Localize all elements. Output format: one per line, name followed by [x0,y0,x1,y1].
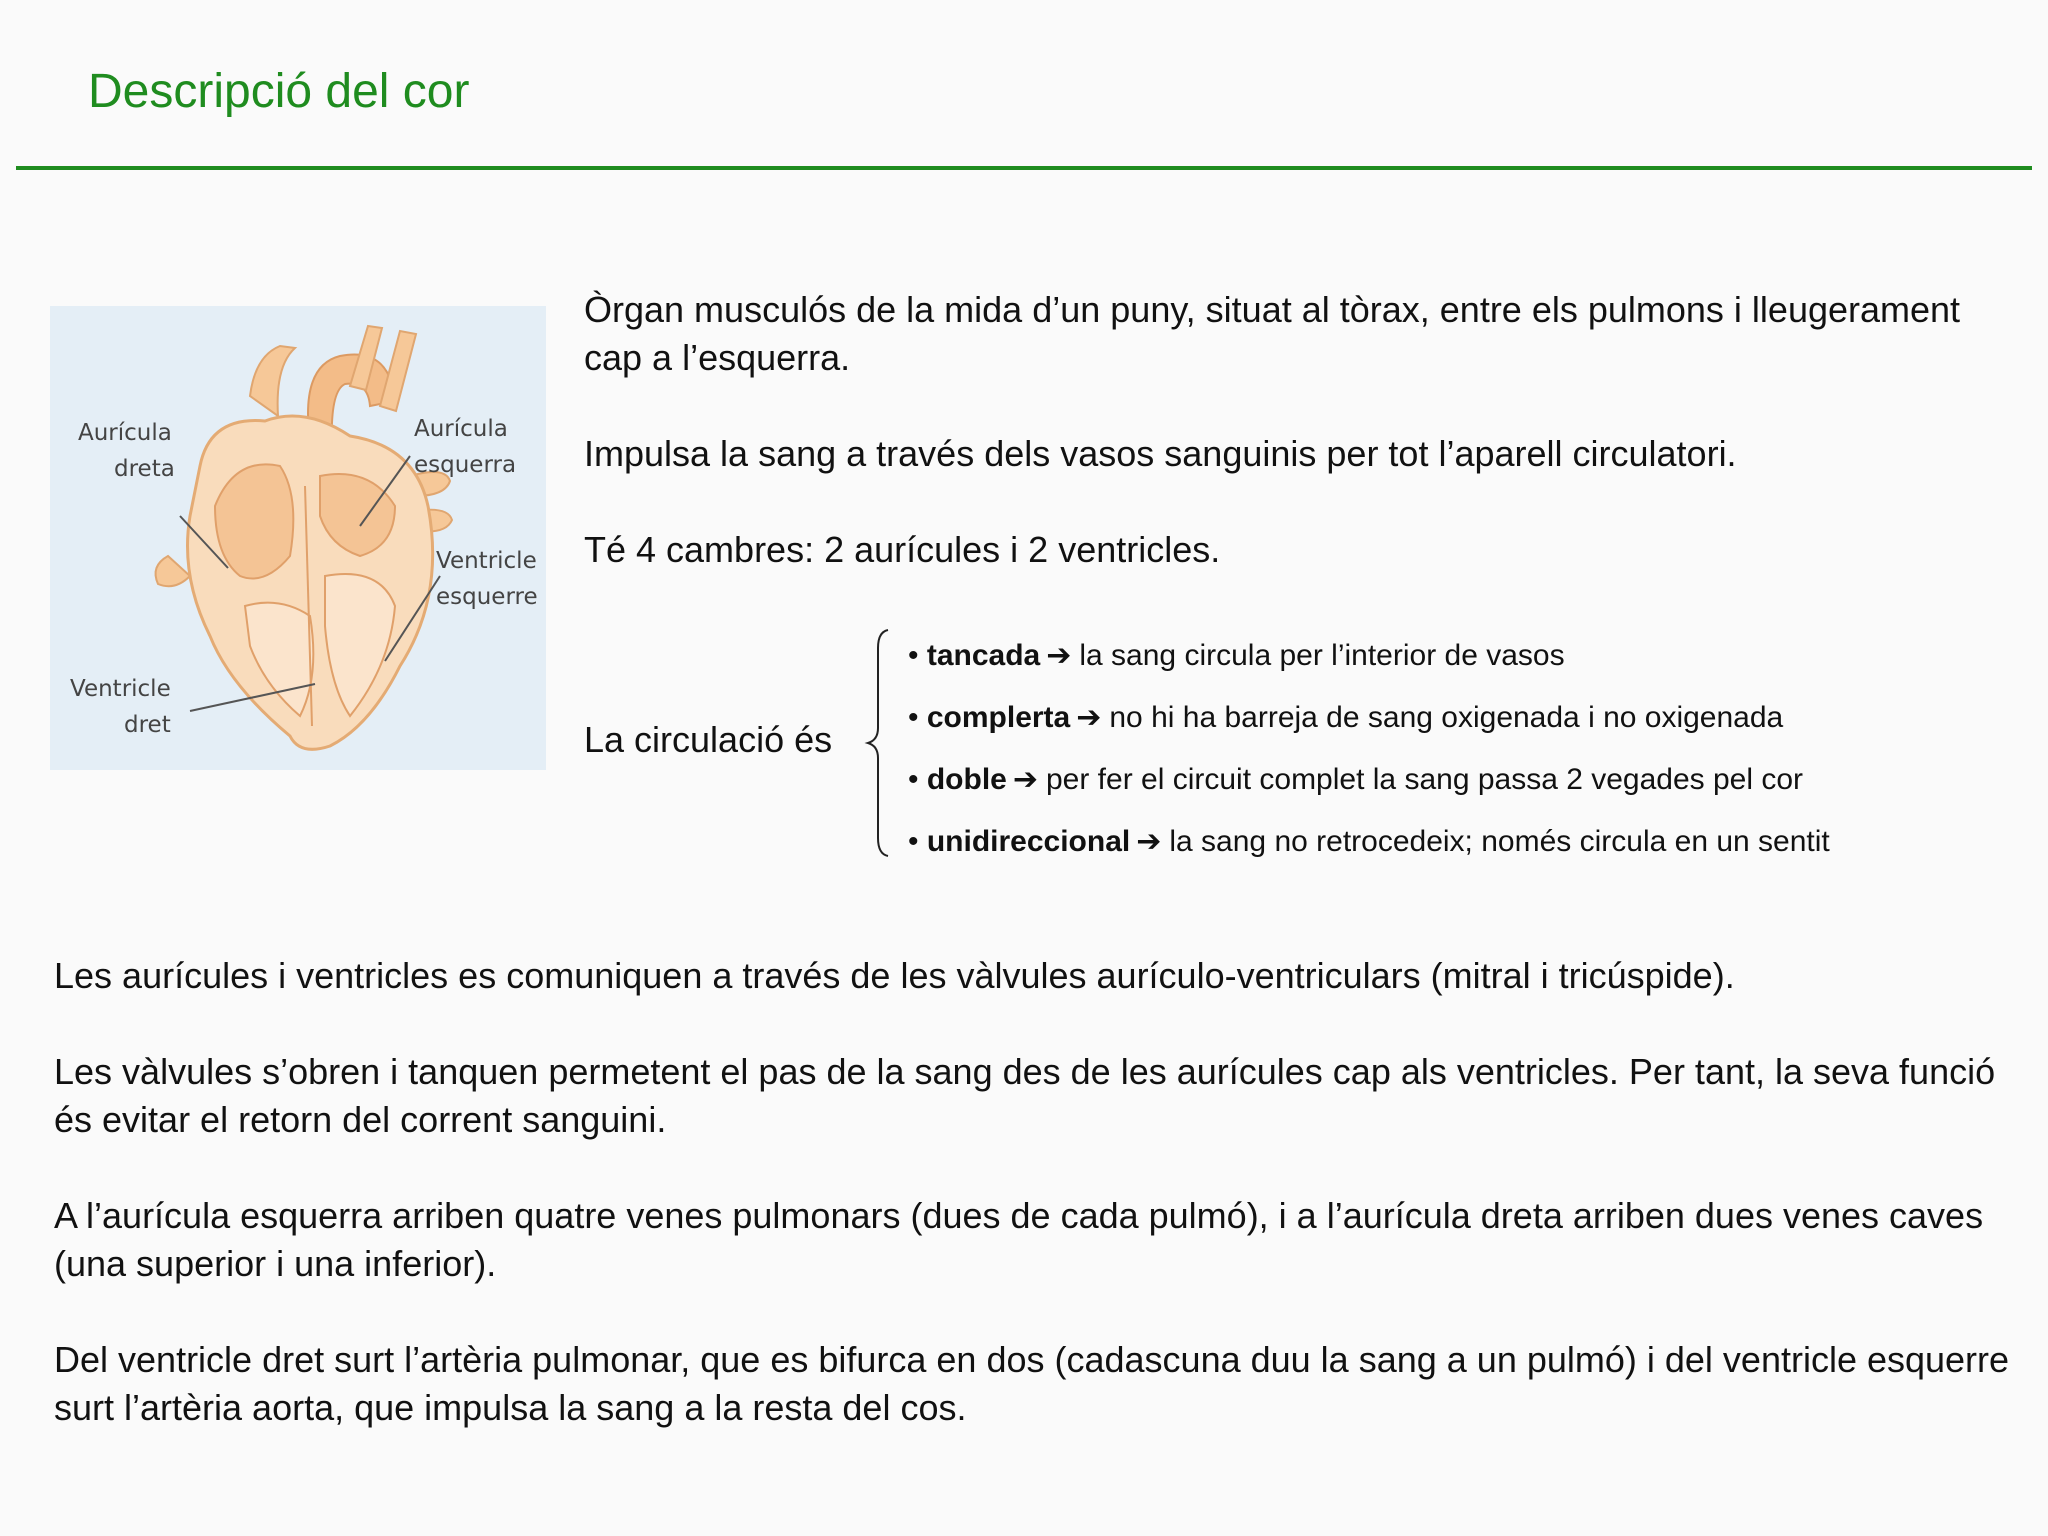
list-item-term: doble [926,763,1007,796]
intro-paragraph-1: Òrgan musculós de la mida d’un puny, situat al tòrax, entre els pulmons i lleugerament cap a l’esquerra. [584,289,1961,378]
label-auricula-esquerra-2: esquerra [414,452,517,478]
label-auricula-esquerra-1: Aurícula [414,416,508,442]
body-paragraph-3: A l’aurícula esquerra arriben quatre venes pulmonars (dues de cada pulmó), i a l’aurícula dreta arriben dues venes caves (una superior i una inferior). [54,1195,1984,1284]
list-item-desc: la sang no retrocedeix; només circula en un sentit [1169,825,1830,858]
list-item-term: unidireccional [926,825,1131,858]
list-item: • unidireccional ➔ la sang no retrocedeix; només circula en un sentit [908,824,1830,859]
list-item-desc: per fer el circuit complet la sang passa 2 vegades pel cor [1045,763,1804,796]
list-item-term: tancada [926,639,1041,672]
heart-diagram [50,306,546,770]
intro-paragraph-3: Té 4 cambres: 2 aurícules i 2 ventricles. [584,529,1221,570]
body-paragraph-4: Del ventricle dret surt l’artèria pulmonar, que es bifurca en dos (cadascuna duu la sang a un pulmó) i del ventricle esquerre surt l’artèria aorta, que impulsa la sang a la resta del cos. [54,1339,2010,1428]
intro-paragraph-2: Impulsa la sang a través dels vasos sanguinis per tot l’aparell circulatori. [584,433,1737,474]
circulation-list [908,630,1830,878]
title-divider [16,166,2032,170]
heart-illustration [50,306,546,770]
label-auricula-dreta-2: dreta [114,456,175,482]
list-item-desc: la sang circula per l’interior de vasos [1079,639,1565,672]
arrow-right-icon: ➔ [1012,762,1038,797]
arrow-right-icon: ➔ [1136,824,1162,859]
list-item: • tancada ➔ la sang circula per l’interior de vasos [908,638,1565,673]
page-title: Descripció del cor [88,65,470,118]
label-ventricle-esquerre-2: esquerre [436,584,538,610]
label-ventricle-dret-2: dret [124,712,171,738]
label-ventricle-esquerre-1: Ventricle [436,548,537,574]
body-paragraph-2: Les vàlvules s’obren i tanquen permetent el pas de la sang des de les aurícules cap als ventricles. Per tant, la seva funció és evitar el retorn del corrent sanguini. [54,1051,1996,1140]
circulation-label: La circulació és [584,719,833,760]
list-item: • complerta ➔ no hi ha barreja de sang oxigenada i no oxigenada [908,700,1784,735]
list-item-term: complerta [926,701,1071,734]
label-auricula-dreta-1: Aurícula [78,420,172,446]
list-item: • doble ➔ per fer el circuit complet la sang passa 2 vegades pel cor [908,762,1804,797]
arrow-right-icon: ➔ [1076,700,1102,735]
curly-brace [864,628,894,858]
label-ventricle-dret-1: Ventricle [70,676,171,702]
list-item-desc: no hi ha barreja de sang oxigenada i no oxigenada [1109,701,1784,734]
body-paragraph-1: Les aurícules i ventricles es comuniquen a través de les vàlvules aurículo-ventriculars (mitral i tricúspide). [54,955,1735,996]
arrow-right-icon: ➔ [1046,638,1072,673]
